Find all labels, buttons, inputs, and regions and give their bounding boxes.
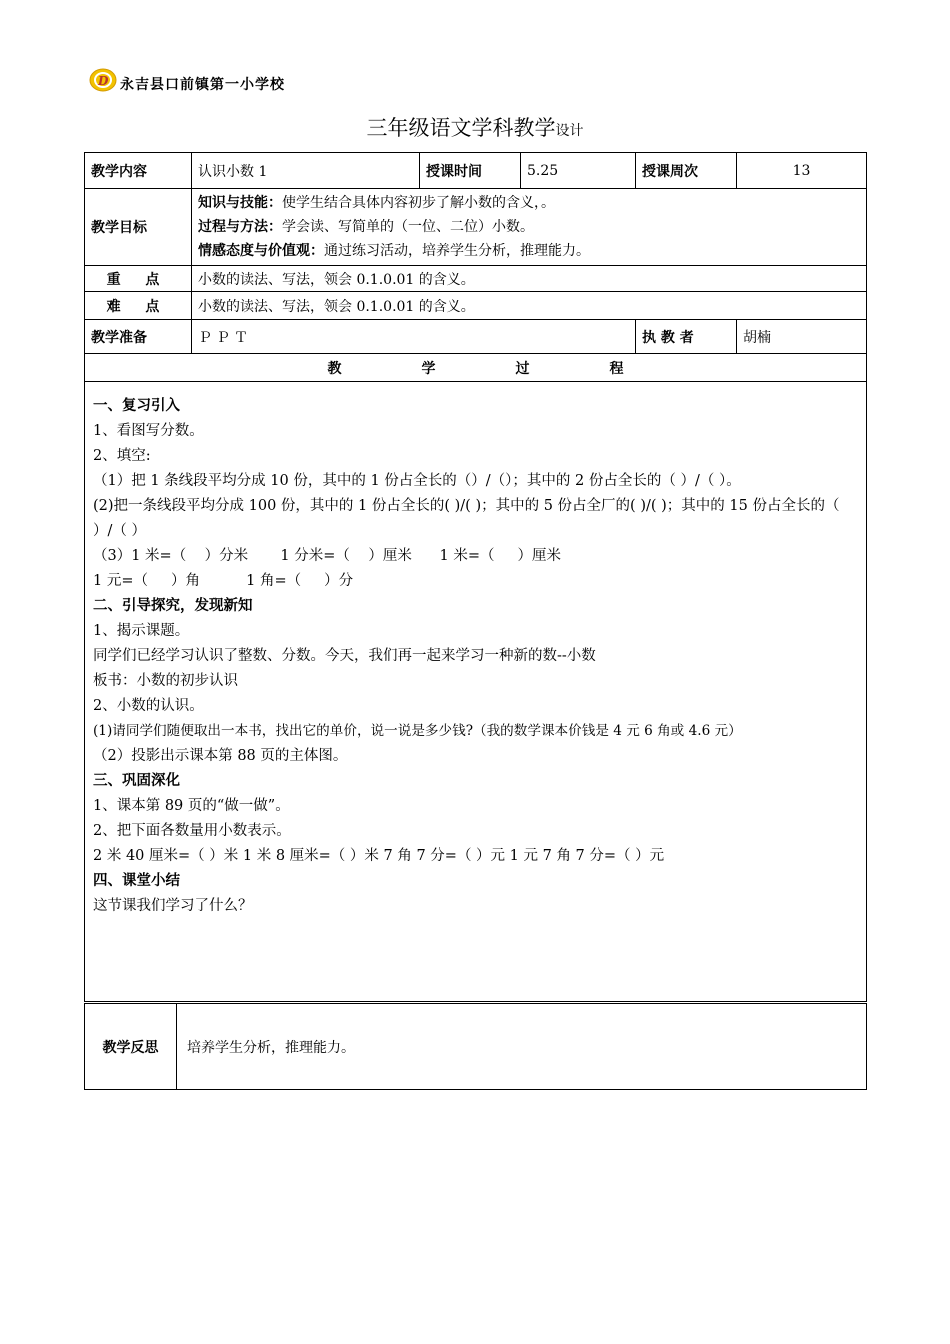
- school-name: 永吉县口前镇第一小学校: [120, 77, 285, 93]
- process-heading: [85, 354, 867, 382]
- reflection-text: 培养学生分析，推理能力。: [177, 1004, 867, 1090]
- process-line: 这节课我们学习了什么？: [93, 898, 253, 914]
- goal2-label: 过程与方法：: [198, 219, 282, 235]
- reflection-table: [84, 1003, 867, 1090]
- page-title: [0, 112, 950, 142]
- process-line: 板书：小数的初步认识: [93, 673, 238, 689]
- section-3-title: 三、巩固深化: [93, 773, 180, 789]
- svg-text:D: D: [98, 74, 109, 88]
- goals-label: 教学目标: [85, 189, 192, 266]
- school-logo-icon: [88, 67, 118, 93]
- prep-row: [85, 320, 867, 354]
- process-line: 2 米 40 厘米=（ ）米 1 米 8 厘米=（ ）米 7 角 7 分=（ ）元 1 元 7 角 7 分=（ ）元: [93, 848, 665, 864]
- school-header: [88, 66, 285, 94]
- goal3-label: 情感态度与价值观：: [198, 243, 324, 259]
- process-line: （3）1 米=（ ）分米 1 分米=（ ）厘米 1 米=（ ）厘米: [93, 548, 562, 564]
- process-line: 1、看图写分数。: [93, 423, 204, 439]
- week-label: 授课周次: [636, 153, 737, 189]
- process-heading-row: [85, 354, 867, 382]
- section-4-title: 四、课堂小结: [93, 873, 180, 889]
- goal2-text: 学会读、写简单的（一位、二位）小数。: [282, 219, 534, 235]
- process-heading-char: 过: [515, 360, 530, 377]
- process-heading-char: 教: [327, 360, 342, 377]
- lesson-plan-table: [84, 152, 867, 1002]
- process-line: （1）把 1 条线段平均分成 10 份，其中的 1 份占全长的（）/（）；其中的 2 份占全长的（ ）/（ ）。: [93, 473, 741, 489]
- process-line: (1)请同学们随便取出一本书，找出它的单价，说一说是多少钱?（我的数学课本价钱是 4 元 6 角或 4.6 元）: [93, 723, 742, 739]
- process-line: 2、把下面各数量用小数表示。: [93, 823, 291, 839]
- goal1-label: 知识与技能：: [198, 195, 282, 211]
- goals-content: [192, 189, 867, 266]
- week-value: 13: [737, 153, 867, 189]
- difficult-label: 难 点: [85, 292, 192, 320]
- teacher-value: 胡楠: [737, 320, 867, 354]
- content-label: 教学内容: [85, 153, 192, 189]
- section-1-title: 一、复习引入: [93, 398, 180, 414]
- process-line: 1、揭示课题。: [93, 623, 190, 639]
- process-heading-char: 程: [609, 360, 624, 377]
- time-label: 授课时间: [420, 153, 521, 189]
- process-heading-char: 学: [421, 360, 436, 377]
- process-line: 1 元=（ ）角 1 角=（ ）分: [93, 573, 354, 589]
- process-line: (2)把一条线段平均分成 100 份，其中的 1 份占全长的( )/( )；其中的 5 份占全厂的( )/( )；其中的 15 份占全长的（ ）/（ ）: [93, 498, 840, 539]
- difficult-text: 小数的读法、写法，领会 0.1.0.01 的含义。: [192, 292, 867, 320]
- title-main: 三年级语文学科教学: [366, 116, 556, 140]
- content-value: 认识小数 1: [192, 153, 420, 189]
- time-value: 5.25: [521, 153, 636, 189]
- prep-value: ＰＰＴ: [192, 320, 636, 354]
- reflection-label: 教学反思: [85, 1004, 177, 1090]
- key-row: [85, 266, 867, 292]
- process-line: （2）投影出示课本第 88 页的主体图。: [93, 748, 348, 764]
- process-body: [85, 382, 867, 1002]
- process-line: 1、课本第 89 页的“做一做”。: [93, 798, 290, 814]
- key-label: 重 点: [85, 266, 192, 292]
- goal1-text: 使学生结合具体内容初步了解小数的含义，。: [282, 195, 555, 211]
- difficult-row: [85, 292, 867, 320]
- section-2-title: 二、引导探究，发现新知: [93, 598, 253, 614]
- process-line: 2、填空:: [93, 448, 151, 464]
- process-line: 同学们已经学习认识了整数、分数。今天，我们再一起来学习一种新的数--小数: [93, 648, 596, 664]
- teacher-label: 执 教 者: [636, 320, 737, 354]
- title-suffix: 设计: [555, 123, 584, 139]
- process-line: 2、小数的认识。: [93, 698, 204, 714]
- goal3-text: 通过练习活动，培养学生分析，推理能力。: [324, 243, 590, 259]
- process-body-row: [85, 382, 867, 1002]
- info-row: [85, 153, 867, 189]
- key-text: 小数的读法、写法，领会 0.1.0.01 的含义。: [192, 266, 867, 292]
- prep-label: 教学准备: [85, 320, 192, 354]
- goals-row: [85, 189, 867, 266]
